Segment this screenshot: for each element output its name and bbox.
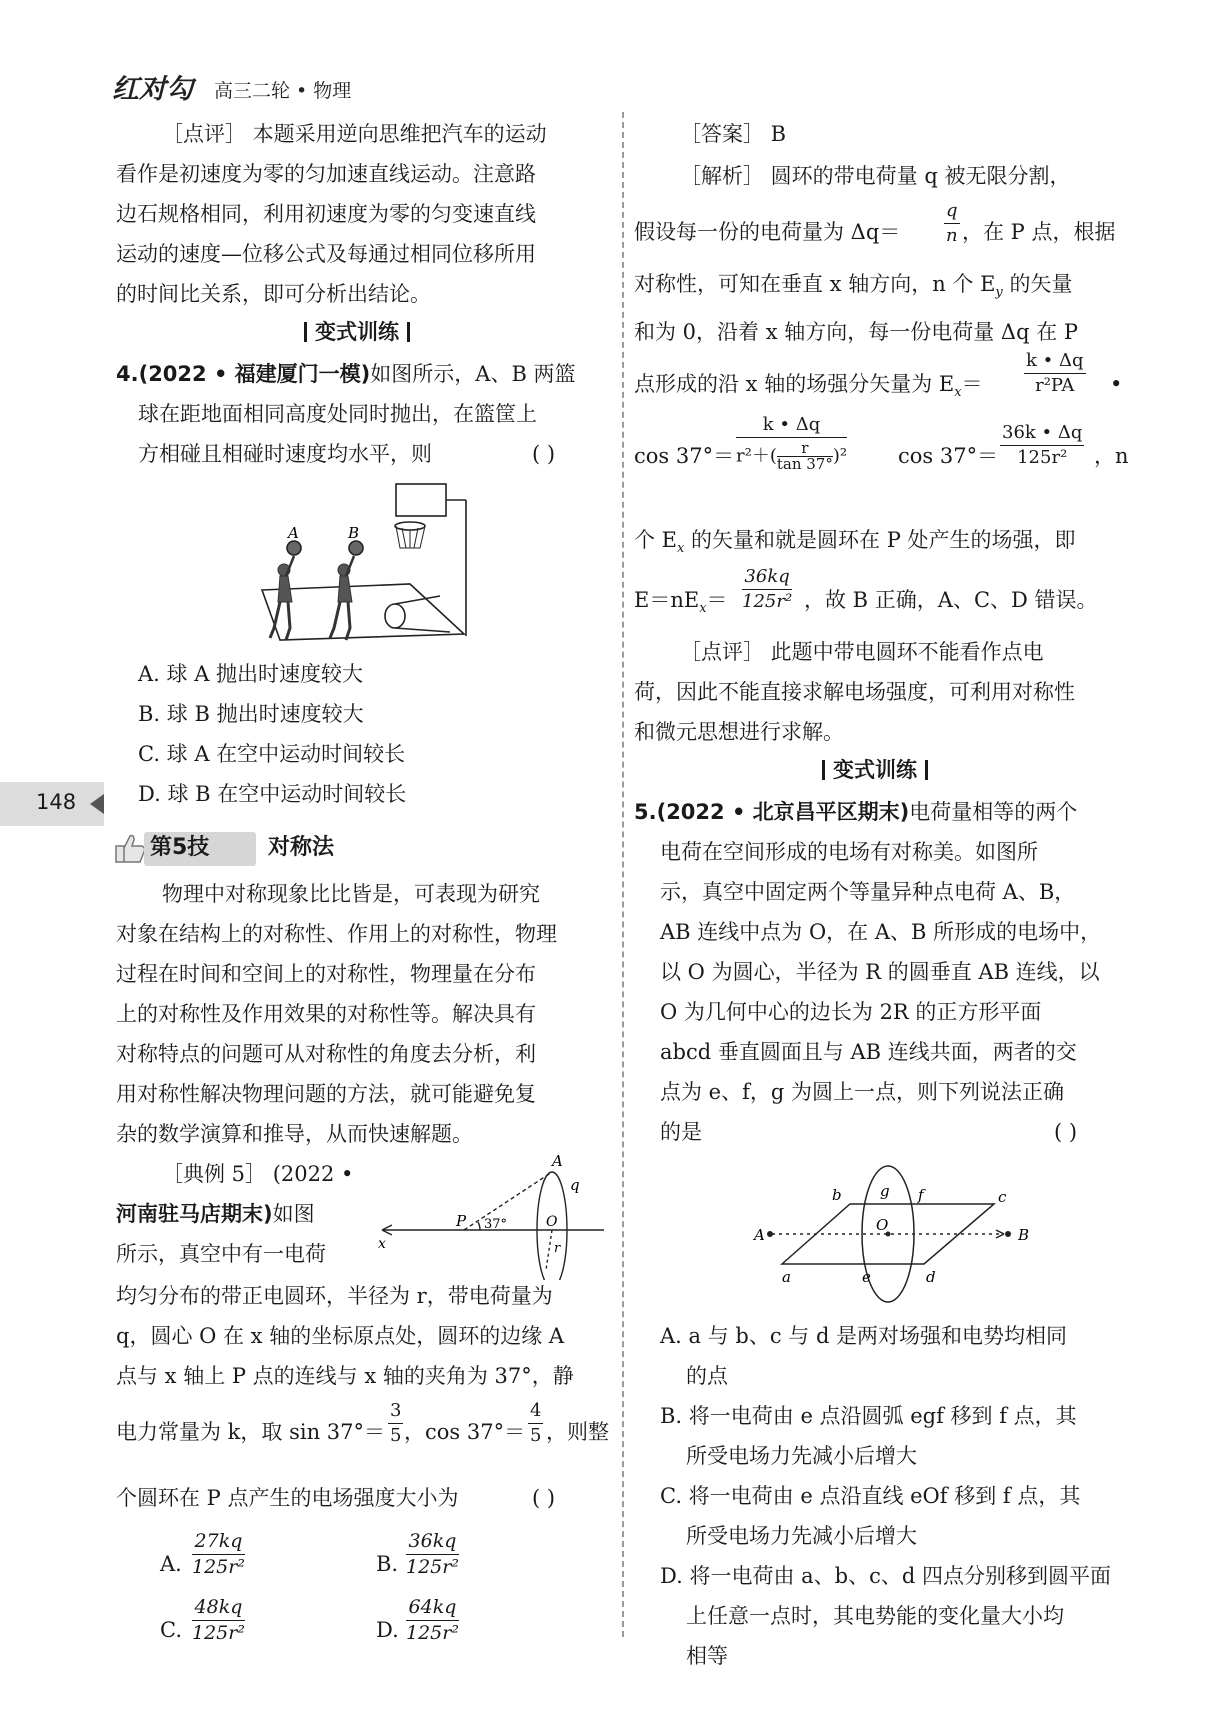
q5-text: 电荷量相等的两个 xyxy=(909,800,1078,824)
ring-label-x: x xyxy=(378,1236,386,1252)
diagram-label-A: A xyxy=(754,1226,765,1244)
example-option-a xyxy=(192,1532,245,1577)
column-divider xyxy=(622,112,624,1637)
cos-fraction xyxy=(528,1402,543,1445)
q5-option-b-cont: 所受电场力先减小后增大 xyxy=(686,1444,917,1468)
q5-source: (2022 • 北京昌平区期末) xyxy=(656,800,910,824)
fraction-numerator: 27kq xyxy=(192,1532,245,1555)
fraction-denominator: 125r² xyxy=(192,1622,245,1644)
q5-text: 电荷在空间形成的电场有对称美。如图所 xyxy=(660,840,1038,864)
q4-text: 球在距地面相同高度处同时抛出，在篮筐上 xyxy=(138,402,537,426)
analysis-line xyxy=(634,590,728,615)
ball-b xyxy=(349,541,363,555)
example-option-d xyxy=(406,1598,459,1643)
analysis-text: 对称性，可知在垂直 x 轴方向，n 个 E xyxy=(634,272,996,296)
example-option-d-label: D. xyxy=(376,1618,399,1642)
example-text: 点与 x 轴上 P 点的连线与 x 轴的夹角为 37°，静 xyxy=(116,1364,574,1388)
fraction-denominator xyxy=(736,438,847,472)
q4-option-c: C. 球 A 在空中运动时间较长 xyxy=(138,742,406,766)
analysis-text: 的矢量和就是圆环在 P 处产生的场强，即 xyxy=(684,528,1076,552)
analysis-line: cos 37°＝ xyxy=(898,444,999,468)
ball-a xyxy=(287,541,301,555)
sin-fraction xyxy=(388,1402,403,1445)
diagram-label-b: b xyxy=(832,1186,842,1204)
skill-paragraph-line: 杂的数学演算和推导，从而快速解题。 xyxy=(116,1122,473,1146)
right-comment-line: 和微元思想进行求解。 xyxy=(634,720,844,744)
ring-label-q: q xyxy=(570,1176,580,1194)
fraction-numerator: 36k • Δq xyxy=(1000,424,1084,446)
fraction-denominator: 125r² xyxy=(1017,447,1068,468)
analysis-text: ，n xyxy=(1094,444,1129,468)
skill-paragraph-line: 用对称性解决物理问题的方法，就可能避免复 xyxy=(116,1082,536,1106)
example-text: 均匀分布的带正电圆环，半径为 r，带电荷量为 xyxy=(116,1284,553,1308)
heading-bar xyxy=(304,322,307,342)
fraction-numerator: 4 xyxy=(528,1402,543,1424)
fraction-denominator: 125r² xyxy=(406,1556,459,1578)
fraction-numerator: q xyxy=(944,202,960,224)
fraction-numerator: 36kq xyxy=(406,1532,459,1555)
q5-option-a: A. a 与 b、c 与 d 是两对场强和电势均相同 xyxy=(660,1324,1068,1348)
cos-expression-fraction xyxy=(736,416,847,472)
fraction-denominator: r²PA xyxy=(1035,375,1075,396)
fraction-numerator: 3 xyxy=(388,1402,403,1424)
answer-line: ［答案］ B xyxy=(680,122,787,146)
q5-option-d-cont: 上任意一点时，其电势能的变化量大小均 xyxy=(686,1604,1064,1628)
q4-option-b: B. 球 B 抛出时速度较大 xyxy=(138,702,364,726)
q5-option-d: D. 将一电荷由 a、b、c、d 四点分别移到圆平面 xyxy=(660,1564,1111,1588)
fraction-numerator: k • Δq xyxy=(1024,352,1086,374)
ring-diagram xyxy=(376,1150,608,1280)
ring-label-o: O xyxy=(546,1214,558,1230)
result-fraction xyxy=(1000,424,1084,467)
example-answer-blank: ( ) xyxy=(532,1486,556,1510)
q5-first-line xyxy=(634,802,1077,823)
diagram-label-g: g xyxy=(880,1182,890,1200)
q5-option-b: B. 将一电荷由 e 点沿圆弧 egf 移到 f 点，其 xyxy=(660,1404,1077,1428)
fraction-numerator: 36kq xyxy=(742,568,792,590)
q5-text: 以 O 为圆心，半径为 R 的圆垂直 AB 连线，以 xyxy=(660,960,1100,984)
skill-paragraph-line: 对称特点的问题可从对称性的角度去分析，利 xyxy=(116,1042,536,1066)
example-option-b-label: B. xyxy=(376,1552,399,1576)
training-title: 变式训练 xyxy=(833,758,917,782)
skill-paragraph-line: 对象在结构上的对称性、作用上的对称性，物理 xyxy=(116,922,557,946)
q5-text: 点为 e、f，g 为圆上一点，则下列说法正确 xyxy=(660,1080,1064,1104)
diagram-label-a: a xyxy=(782,1268,791,1286)
e-x-fraction xyxy=(1024,352,1086,395)
label-b: B xyxy=(348,524,360,542)
q4-first-line xyxy=(116,364,576,385)
q4-answer-blank: ( ) xyxy=(532,442,556,466)
analysis-text: E＝nE xyxy=(634,588,700,612)
q5-answer-blank: ( ) xyxy=(1054,1120,1078,1144)
analysis-text: ＝ xyxy=(706,588,728,612)
heading-bar xyxy=(407,322,410,342)
ring-angle: 37° xyxy=(484,1217,508,1232)
fraction-denominator: 125r² xyxy=(192,1556,245,1578)
fraction-denominator: n xyxy=(945,225,958,246)
brand-logo: 红对勾 xyxy=(112,74,193,105)
q5-text: O 为几何中心的边长为 2R 的正方形平面 xyxy=(660,1000,1042,1024)
skill-name: 对称法 xyxy=(268,835,335,860)
training-heading xyxy=(296,322,418,343)
right-comment-line: ［点评］ 此题中带电圆环不能看作点电 xyxy=(680,640,1044,664)
q5-option-d-cont: 相等 xyxy=(686,1644,728,1668)
analysis-text: ，故 B 正确，A、C、D 错误。 xyxy=(804,588,1098,612)
charge-a xyxy=(767,1231,773,1237)
analysis-line: cos 37°＝ xyxy=(634,444,735,468)
analysis-text: • xyxy=(1110,372,1123,396)
subscript: x xyxy=(699,601,707,617)
basketball-figure xyxy=(260,478,490,648)
q4-source: (2022 • 福建厦门一模) xyxy=(138,362,371,386)
player-a xyxy=(270,556,294,640)
right-comment-line: 荷，因此不能直接求解电场强度，可利用对称性 xyxy=(634,680,1075,704)
dq-fraction xyxy=(944,202,960,245)
analysis-line: 假设每一份的电荷量为 Δq＝ xyxy=(634,220,901,244)
example-text: 如图 xyxy=(272,1202,315,1226)
den-part: r²＋( xyxy=(736,445,777,467)
heading-bar xyxy=(822,760,825,780)
analysis-text: 点形成的沿 x 轴的场强分矢量为 E xyxy=(634,372,955,396)
comment-line: ［点评］ 本题采用逆向思维把汽车的运动 xyxy=(162,122,547,146)
diagram-label-c: c xyxy=(998,1188,1007,1206)
example-heading: ［典例 5］ (2022 • xyxy=(162,1162,354,1186)
final-fraction xyxy=(742,568,792,611)
q5-option-c: C. 将一电荷由 e 点沿直线 eOf 移到 f 点，其 xyxy=(660,1484,1081,1508)
q5-text: abcd 垂直圆面且与 AB 连线共面，两者的交 xyxy=(660,1040,1077,1064)
header-title: 高三二轮 • 物理 xyxy=(214,80,352,102)
diagram-label-o: O xyxy=(876,1216,889,1234)
q5-text: 的是 xyxy=(660,1120,702,1144)
training-title: 变式训练 xyxy=(315,320,399,344)
subscript: y xyxy=(995,285,1003,301)
subscript: x xyxy=(954,385,962,401)
charge-b xyxy=(1005,1231,1011,1237)
q5-option-c-cont: 所受电场力先减小后增大 xyxy=(686,1524,917,1548)
diagram-label-B: B xyxy=(1018,1226,1030,1244)
backboard xyxy=(396,484,446,516)
comment-line: 的时间比关系，即可分析出结论。 xyxy=(116,282,431,306)
q4-option-a: A. 球 A 抛出时速度较大 xyxy=(138,662,364,686)
example-const-line: ，cos 37°＝ xyxy=(404,1420,526,1444)
example-option-c-label: C. xyxy=(160,1618,182,1642)
analysis-line: ［解析］ 圆环的带电荷量 q 被无限分割， xyxy=(680,164,1071,188)
inner-fraction xyxy=(777,441,833,472)
fraction-denominator: tan 37° xyxy=(776,455,833,473)
example-source: 河南驻马店期末) xyxy=(116,1202,273,1226)
analysis-line xyxy=(634,530,1076,555)
diagram-label-f: f xyxy=(918,1186,924,1204)
q5-label: 5. xyxy=(634,800,657,824)
analysis-line xyxy=(634,374,983,399)
example-text: 所示，真空中有一电荷 xyxy=(116,1242,326,1266)
skill-paragraph-line: 物理中对称现象比比皆是，可表现为研究 xyxy=(162,882,540,906)
example-option-a-label: A. xyxy=(160,1552,182,1576)
fraction-denominator: 5 xyxy=(390,1425,402,1446)
page-arrow-icon xyxy=(90,794,104,814)
q5-option-a-cont: 的点 xyxy=(686,1364,728,1388)
example-question: 个圆环在 P 点产生的电场强度大小为 xyxy=(116,1486,459,1510)
diagram-label-e: e xyxy=(862,1268,871,1286)
fraction-denominator: 5 xyxy=(530,1425,542,1446)
player-b xyxy=(330,556,354,640)
ring-label-r: r xyxy=(554,1241,561,1256)
q4-option-d: D. 球 B 在空中运动时间较长 xyxy=(138,782,407,806)
page-number: 148 xyxy=(36,790,77,814)
analysis-line xyxy=(634,274,1072,299)
analysis-text: 的矢量 xyxy=(1002,272,1073,296)
analysis-line: ，在 P 点，根据 xyxy=(962,220,1116,244)
label-a: A xyxy=(288,524,299,542)
analysis-text: 个 E xyxy=(634,528,678,552)
q5-text: 示，真空中固定两个等量异种点电荷 A、B， xyxy=(660,880,1076,904)
ring-label-p: P xyxy=(456,1212,467,1230)
training-heading xyxy=(814,760,936,781)
hoop-rim xyxy=(395,522,425,530)
fraction-numerator: k • Δq xyxy=(736,416,847,438)
q4-text: 如图所示，A、B 两篮 xyxy=(370,362,576,386)
den-part: )² xyxy=(832,445,848,467)
field-diagram xyxy=(752,1156,1038,1306)
example-const-line: 电力常量为 k，取 sin 37°＝ xyxy=(116,1420,385,1444)
example-option-c xyxy=(192,1598,245,1643)
comment-line: 运动的速度—位移公式及每通过相同位移所用 xyxy=(116,242,536,266)
fraction-numerator: 64kq xyxy=(406,1598,459,1621)
q4-label: 4. xyxy=(116,362,139,386)
analysis-text: ＝ xyxy=(961,372,983,396)
example-option-b xyxy=(406,1532,459,1577)
example-line-2 xyxy=(116,1204,315,1225)
analysis-line: 和为 0，沿着 x 轴方向，每一份电荷量 Δq 在 P xyxy=(634,320,1078,344)
heading-bar xyxy=(925,760,928,780)
fraction-denominator: 125r² xyxy=(406,1622,459,1644)
example-const-line: ，则整 xyxy=(546,1420,609,1444)
diagram-label-d: d xyxy=(926,1268,936,1286)
skill-paragraph-line: 上的对称性及作用效果的对称性等。解决具有 xyxy=(116,1002,536,1026)
thumb-icon xyxy=(112,830,148,866)
comment-line: 边石规格相同，利用初速度为零的匀变速直线 xyxy=(116,202,536,226)
fraction-numerator: 48kq xyxy=(192,1598,245,1621)
q5-text: AB 连线中点为 O，在 A、B 所形成的电场中， xyxy=(660,920,1102,944)
fraction-numerator: r xyxy=(777,441,833,457)
example-text: q，圆心 O 在 x 轴的坐标原点处，圆环的边缘 A xyxy=(116,1324,565,1348)
ring-label-a: A xyxy=(552,1152,563,1170)
skill-number: 第5技 xyxy=(150,835,210,860)
q4-text: 方相碰且相碰时速度均水平，则 xyxy=(138,442,432,466)
fraction-denominator: 125r² xyxy=(742,591,793,612)
comment-line: 看作是初速度为零的匀加速直线运动。注意路 xyxy=(116,162,536,186)
skill-paragraph-line: 过程在时间和空间上的对称性，物理量在分布 xyxy=(116,962,536,986)
subscript: x xyxy=(677,541,685,557)
